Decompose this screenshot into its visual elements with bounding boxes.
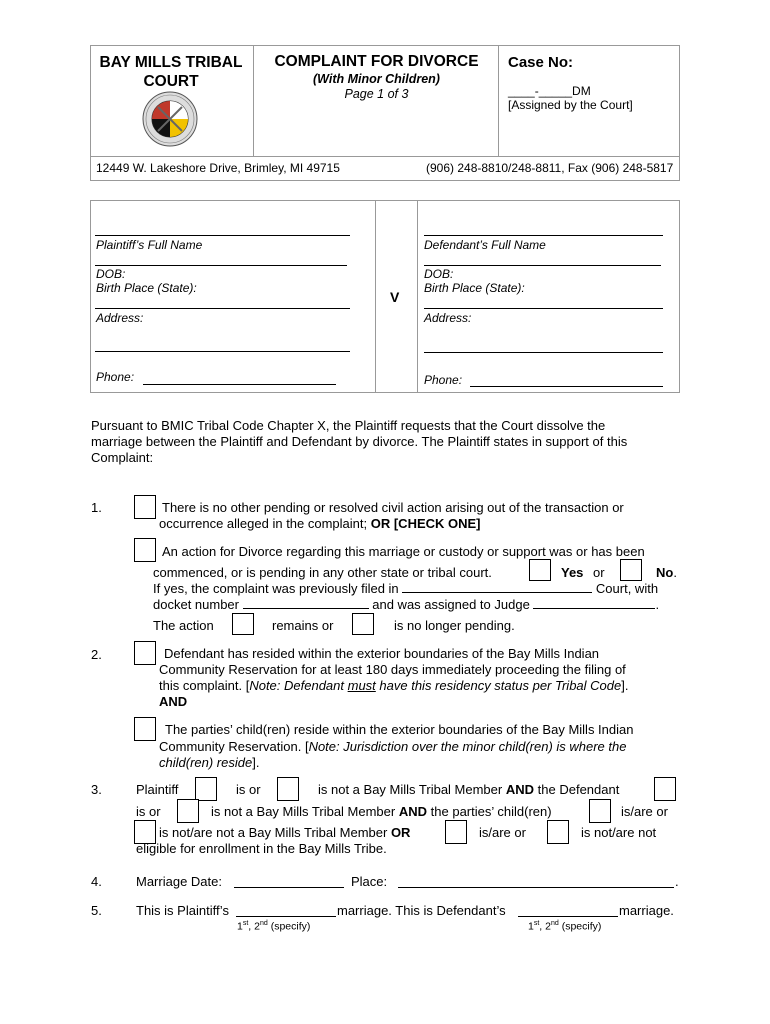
defendant-address-label: Address: — [424, 311, 472, 325]
intro-paragraph — [91, 418, 627, 466]
specify-hint: 1st, 2nd (specify) — [528, 920, 602, 933]
item-2a-text-part: ]. — [621, 678, 629, 693]
item-1a-text-part: occurrence alleged in the complaint; — [159, 516, 371, 531]
defendant-is-member-checkbox[interactable] — [654, 777, 676, 801]
court-name — [92, 53, 250, 91]
specify-text: (specify) — [561, 920, 602, 933]
plaintiff-name-label: Plaintiff’s Full Name — [96, 238, 203, 252]
check-one-label: OR [CHECK ONE] — [370, 516, 481, 531]
action-no-longer-checkbox[interactable] — [352, 613, 374, 635]
is-or-label: is or — [236, 782, 261, 797]
item-3-text — [159, 825, 410, 841]
defendant-dob-line[interactable] — [424, 265, 661, 266]
no-checkbox[interactable] — [620, 559, 642, 581]
other-action-checkbox[interactable] — [134, 538, 156, 562]
defendant-birthplace-label: Birth Place (State): — [424, 281, 525, 295]
item-2a-text — [159, 678, 628, 694]
intro-line: Complaint: — [91, 450, 154, 465]
residency-note: Note: Defendant — [249, 678, 348, 693]
plaintiff-phone-label: Phone: — [96, 370, 135, 384]
plaintiff-birthplace-label: Birth Place (State): — [96, 281, 197, 295]
defendant-not-member-checkbox[interactable] — [177, 799, 199, 823]
parties-box — [90, 200, 680, 393]
parties-divider — [375, 201, 376, 392]
marriage-end-label: marriage. — [619, 903, 674, 918]
action-remains-checkbox[interactable] — [232, 613, 254, 635]
and-label — [159, 694, 187, 710]
yes-label — [561, 565, 583, 581]
item-number: 4. — [91, 874, 102, 889]
marriage-date-field[interactable] — [234, 887, 344, 888]
specify-hint: 1st, 2nd (specify) — [237, 920, 311, 933]
court-address: 12449 W. Lakeshore Drive, Brimley, MI 49715 — [96, 161, 340, 175]
the-action-label: The action — [153, 618, 214, 633]
yes-checkbox[interactable] — [529, 559, 551, 581]
parties-divider — [417, 201, 418, 392]
parties-children-label: the parties’ child(ren) — [430, 804, 552, 819]
court-with-label: Court, with — [595, 581, 659, 596]
item-1b-text: docket number and was assigned to Judge . — [153, 597, 660, 612]
defendant-birthplace-line[interactable] — [424, 308, 663, 309]
item-2b-text-part: ]. — [252, 755, 260, 770]
document-title: COMPLAINT FOR DIVORCE — [274, 53, 479, 70]
docket-number-field[interactable] — [243, 597, 369, 609]
plaintiff-not-member-checkbox[interactable] — [277, 777, 299, 801]
residency-note: have this residency status per Tribal Code — [375, 678, 622, 693]
isnotare-label: is not/are not — [581, 825, 657, 840]
not-member-label: is not a Bay Mills Tribal Member — [211, 804, 396, 819]
document-subtitle: (With Minor Children) — [313, 72, 440, 86]
plaintiff-phone-line[interactable] — [143, 384, 336, 385]
item-1a-text — [159, 516, 481, 532]
filed-in-court-field[interactable] — [402, 581, 592, 593]
defendant-marriage-number-field[interactable] — [518, 916, 618, 917]
jurisdiction-note: Note: Jurisdiction over the minor child(ren) is where the — [308, 739, 627, 754]
plaintiff-address-line[interactable] — [95, 351, 350, 352]
is-or-label: is or — [136, 804, 161, 819]
yes-text: Yes — [561, 565, 584, 580]
must-label: must — [347, 678, 376, 693]
defendant-phone-line[interactable] — [470, 386, 663, 387]
defendant-name-label: Defendant’s Full Name — [424, 238, 546, 252]
court-name-line: BAY MILLS TRIBAL — [99, 54, 243, 71]
versus-label: V — [390, 289, 400, 305]
item-1b-text: An action for Divorce regarding this marriage or custody or support was or has been — [162, 544, 645, 559]
plaintiff-label: Plaintiff — [136, 782, 179, 797]
and-text: AND — [398, 804, 428, 819]
item-2b-text — [159, 755, 259, 771]
marriage-place-field[interactable] — [398, 887, 674, 888]
period: . — [675, 874, 679, 889]
plaintiff-dob-label: DOB: — [96, 267, 126, 281]
item-2a-text: Defendant has resided within the exterior boundaries of the Bay Mills Indian — [164, 646, 600, 661]
defendant-phone-label: Phone: — [424, 373, 463, 387]
plaintiff-is-member-checkbox[interactable] — [195, 777, 217, 801]
header-divider — [91, 156, 679, 157]
item-2a-text-part: this complaint. [ — [159, 678, 250, 693]
and-text: AND — [159, 694, 188, 709]
case-number-field[interactable]: ____-_____DM — [508, 84, 591, 98]
isare-or-label: is/are or — [621, 804, 668, 819]
item-number: 5. — [91, 903, 102, 918]
specify-text: (specify) — [270, 920, 311, 933]
not-member-label: is not/are not a Bay Mills Tribal Member — [159, 825, 388, 840]
plaintiff-dob-line[interactable] — [95, 265, 347, 266]
item-number: 3. — [91, 782, 102, 797]
item-2b-text — [159, 739, 626, 755]
judge-field[interactable] — [533, 597, 655, 609]
assigned-judge-label: and was assigned to Judge — [372, 597, 530, 612]
defendant-dob-label: DOB: — [424, 267, 454, 281]
defendants-marriage-label: marriage. This is Defendant’s — [337, 903, 506, 918]
page-indicator: Page 1 of 3 — [344, 87, 409, 101]
item-2b-text-part: Community Reservation. [ — [159, 739, 309, 754]
item-3-text — [211, 804, 552, 820]
item-number: 1. — [91, 500, 102, 515]
plaintiff-marriage-number-field[interactable] — [236, 916, 336, 917]
or-text: OR — [390, 825, 411, 840]
plaintiff-birthplace-line[interactable] — [95, 308, 350, 309]
court-phone: (906) 248-8810/248-8811, Fax (906) 248-5817 — [426, 161, 674, 175]
no-text: No — [656, 565, 674, 580]
children-eligible-checkbox[interactable] — [445, 820, 467, 844]
case-number-label: Case No: — [508, 54, 574, 71]
not-member-label: is not a Bay Mills Tribal Member — [318, 782, 503, 797]
item-2a-text: Community Reservation for at least 180 days immediately proceeding the filing of — [159, 662, 626, 677]
item-number: 2. — [91, 647, 102, 662]
item-2b-text: The parties’ child(ren) reside within the exterior boundaries of the Bay Mills Indian — [165, 722, 634, 737]
docket-number-label: docket number — [153, 597, 239, 612]
case-number-note: [Assigned by the Court] — [508, 98, 633, 112]
item-3-text — [318, 782, 619, 798]
plaintiff-name-line[interactable] — [95, 235, 350, 236]
intro-line: Pursuant to BMIC Tribal Code Chapter X, the Plaintiff requests that the Court dissolve the — [91, 418, 606, 433]
item-1b-text — [153, 581, 658, 597]
plaintiff-address-label: Address: — [96, 311, 144, 325]
item-1b-text: commenced, or is pending in any other state or tribal court. — [153, 565, 492, 580]
marriage-place-label: Place: — [351, 874, 388, 889]
eligible-label: eligible for enrollment in the Bay Mills Tribe. — [136, 841, 387, 856]
item-1a-text: There is no other pending or resolved civil action arising out of the transaction or — [162, 500, 624, 515]
remains-label: remains or — [272, 618, 334, 633]
filed-in-label: If yes, the complaint was previously filed in — [153, 581, 399, 596]
children-residency-checkbox[interactable] — [134, 717, 156, 741]
no-longer-label: is no longer pending. — [394, 618, 515, 633]
no-label: No. — [656, 565, 677, 580]
intro-line: marriage between the Plaintiff and Defendant by divorce. The Plaintiff states in support of this — [91, 434, 628, 449]
plaintiffs-marriage-label: This is Plaintiff’s — [136, 903, 229, 918]
children-are-members-checkbox[interactable] — [589, 799, 611, 823]
marriage-date-label: Marriage Date: — [136, 874, 222, 889]
no-other-action-checkbox[interactable] — [134, 495, 156, 519]
or-label: or — [593, 565, 605, 580]
defendant-name-line[interactable] — [424, 235, 663, 236]
tribal-seal-icon — [142, 91, 198, 147]
defendant-address-line[interactable] — [424, 352, 663, 353]
children-not-eligible-checkbox[interactable] — [547, 820, 569, 844]
defendant-label: the Defendant — [537, 782, 620, 797]
isare-or-label: is/are or — [479, 825, 526, 840]
jurisdiction-note: child(ren) reside — [159, 755, 253, 770]
court-name-line: COURT — [143, 73, 199, 90]
and-text: AND — [505, 782, 535, 797]
defendant-residency-checkbox[interactable] — [134, 641, 156, 665]
